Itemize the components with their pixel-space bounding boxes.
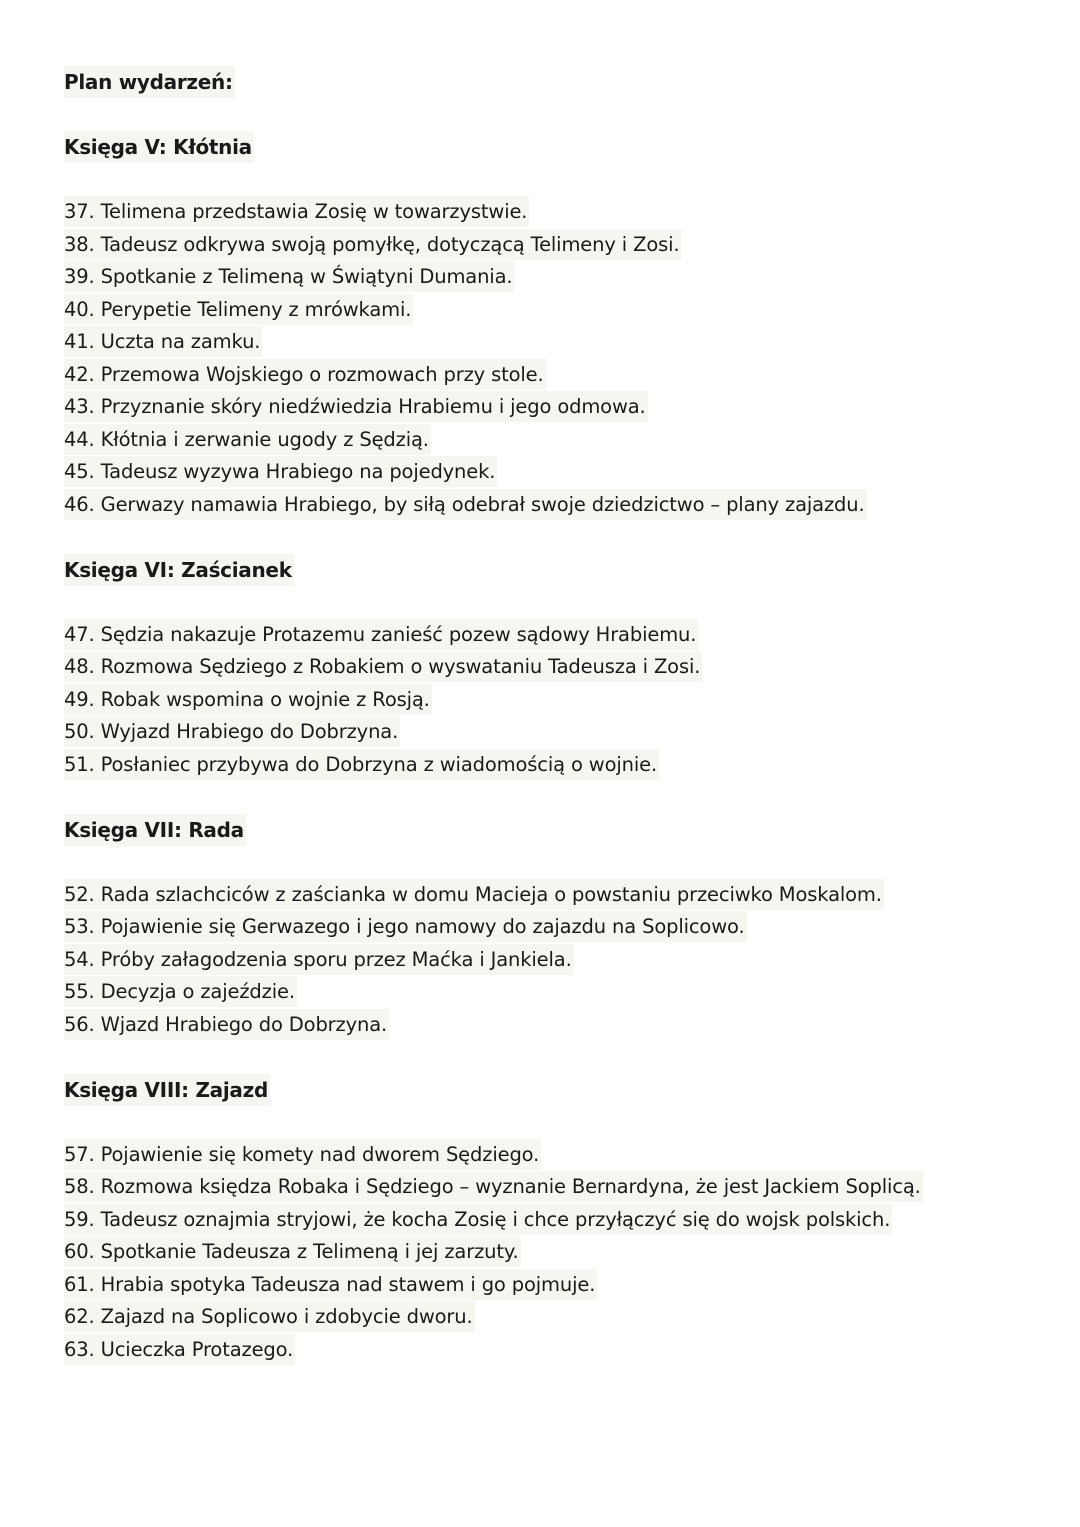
section-heading-text: Księga VI: Zaścianek <box>64 554 294 586</box>
list-item-text: 54. Próby załagodzenia sporu przez Maćka i Jankiela. <box>64 944 574 975</box>
list-item <box>64 1236 994 1269</box>
list-item-text: 48. Rozmowa Sędziego z Robakiem o wyswataniu Tadeusza i Zosi. <box>64 651 702 682</box>
list-item-text: 40. Perypetie Telimeny z mrówkami. <box>64 294 413 325</box>
section-heading <box>64 554 1024 587</box>
list-item-text: 52. Rada szlachciców z zaścianka w domu Macieja o powstaniu przeciwko Moskalom. <box>64 879 884 910</box>
list-item <box>64 1334 994 1367</box>
list-item-text: 51. Posłaniec przybywa do Dobrzyna z wiadomością o wojnie. <box>64 749 659 780</box>
list-item-text: 57. Pojawienie się komety nad dworem Sędziego. <box>64 1139 541 1170</box>
list-item-text: 53. Pojawienie się Gerwazego i jego namowy do zajazdu na Soplicowo. <box>64 911 747 942</box>
list-item-text: 63. Ucieczka Protazego. <box>64 1334 295 1365</box>
list-item-text: 37. Telimena przedstawia Zosię w towarzystwie. <box>64 196 529 227</box>
list-item <box>64 716 994 749</box>
list-item-text: 59. Tadeusz oznajmia stryjowi, że kocha Zosię i chce przyłączyć się do wojsk polskich. <box>64 1204 892 1235</box>
list-item <box>64 261 994 294</box>
section-book-6 <box>64 554 1024 782</box>
list-item-text: 44. Kłótnia i zerwanie ugody z Sędzią. <box>64 424 431 455</box>
list-item-text: 39. Spotkanie z Telimeną w Świątyni Dumania. <box>64 261 514 292</box>
list-item-text: 56. Wjazd Hrabiego do Dobrzyna. <box>64 1009 389 1040</box>
list-item <box>64 651 994 684</box>
list-item-text: 60. Spotkanie Tadeusza z Telimeną i jej zarzuty. <box>64 1236 521 1267</box>
list-item-text: 47. Sędzia nakazuje Protazemu zanieść pozew sądowy Hrabiemu. <box>64 619 698 650</box>
list-item <box>64 1301 994 1334</box>
list-item-text: 45. Tadeusz wyzywa Hrabiego na pojedynek. <box>64 456 497 487</box>
list-item <box>64 229 994 262</box>
section-heading-text: Księga VII: Rada <box>64 814 246 846</box>
list-item <box>64 1204 994 1237</box>
list-item <box>64 359 994 392</box>
section-heading-text: Księga V: Kłótnia <box>64 131 254 163</box>
list-item-text: 38. Tadeusz odkrywa swoją pomyłkę, dotyczącą Telimeny i Zosi. <box>64 229 681 260</box>
list-item-text: 41. Uczta na zamku. <box>64 326 262 357</box>
list-item <box>64 326 994 359</box>
list-item <box>64 456 994 489</box>
list-item <box>64 749 994 782</box>
list-item-text: 42. Przemowa Wojskiego o rozmowach przy stole. <box>64 359 546 390</box>
list-item <box>64 391 994 424</box>
list-item-text: 62. Zajazd na Soplicowo i zdobycie dworu. <box>64 1301 475 1332</box>
list-item-text: 58. Rozmowa księdza Robaka i Sędziego – wyznanie Bernardyna, że jest Jackiem Soplicą. <box>64 1171 923 1202</box>
list-item <box>64 196 994 229</box>
section-heading <box>64 1074 1024 1107</box>
list-item <box>64 911 994 944</box>
document-title <box>64 66 1024 99</box>
list-item <box>64 619 994 652</box>
list-item-text: 55. Decyzja o zajeździe. <box>64 976 297 1007</box>
event-list <box>64 879 1024 1042</box>
list-item-text: 43. Przyznanie skóry niedźwiedzia Hrabiemu i jego odmowa. <box>64 391 648 422</box>
list-item-text: 61. Hrabia spotyka Tadeusza nad stawem i go pojmuje. <box>64 1269 597 1300</box>
list-item <box>64 879 994 912</box>
list-item <box>64 424 994 457</box>
list-item <box>64 944 994 977</box>
list-item <box>64 684 994 717</box>
event-list <box>64 1139 1024 1367</box>
list-item-text: 46. Gerwazy namawia Hrabiego, by siłą odebrał swoje dziedzictwo – plany zajazdu. <box>64 489 867 520</box>
list-item <box>64 1269 994 1302</box>
list-item <box>64 489 994 522</box>
list-item <box>64 1171 994 1204</box>
event-list <box>64 196 1024 521</box>
section-book-5 <box>64 131 1024 521</box>
document-title-text: Plan wydarzeń: <box>64 66 235 98</box>
list-item <box>64 1009 994 1042</box>
section-book-8 <box>64 1074 1024 1367</box>
section-heading-text: Księga VIII: Zajazd <box>64 1074 270 1106</box>
section-book-7 <box>64 814 1024 1042</box>
list-item <box>64 1139 994 1172</box>
document-page <box>64 66 1024 1366</box>
list-item-text: 49. Robak wspomina o wojnie z Rosją. <box>64 684 432 715</box>
list-item-text: 50. Wyjazd Hrabiego do Dobrzyna. <box>64 716 400 747</box>
section-heading <box>64 814 1024 847</box>
section-heading <box>64 131 1024 164</box>
event-list <box>64 619 1024 782</box>
list-item <box>64 294 994 327</box>
list-item <box>64 976 994 1009</box>
